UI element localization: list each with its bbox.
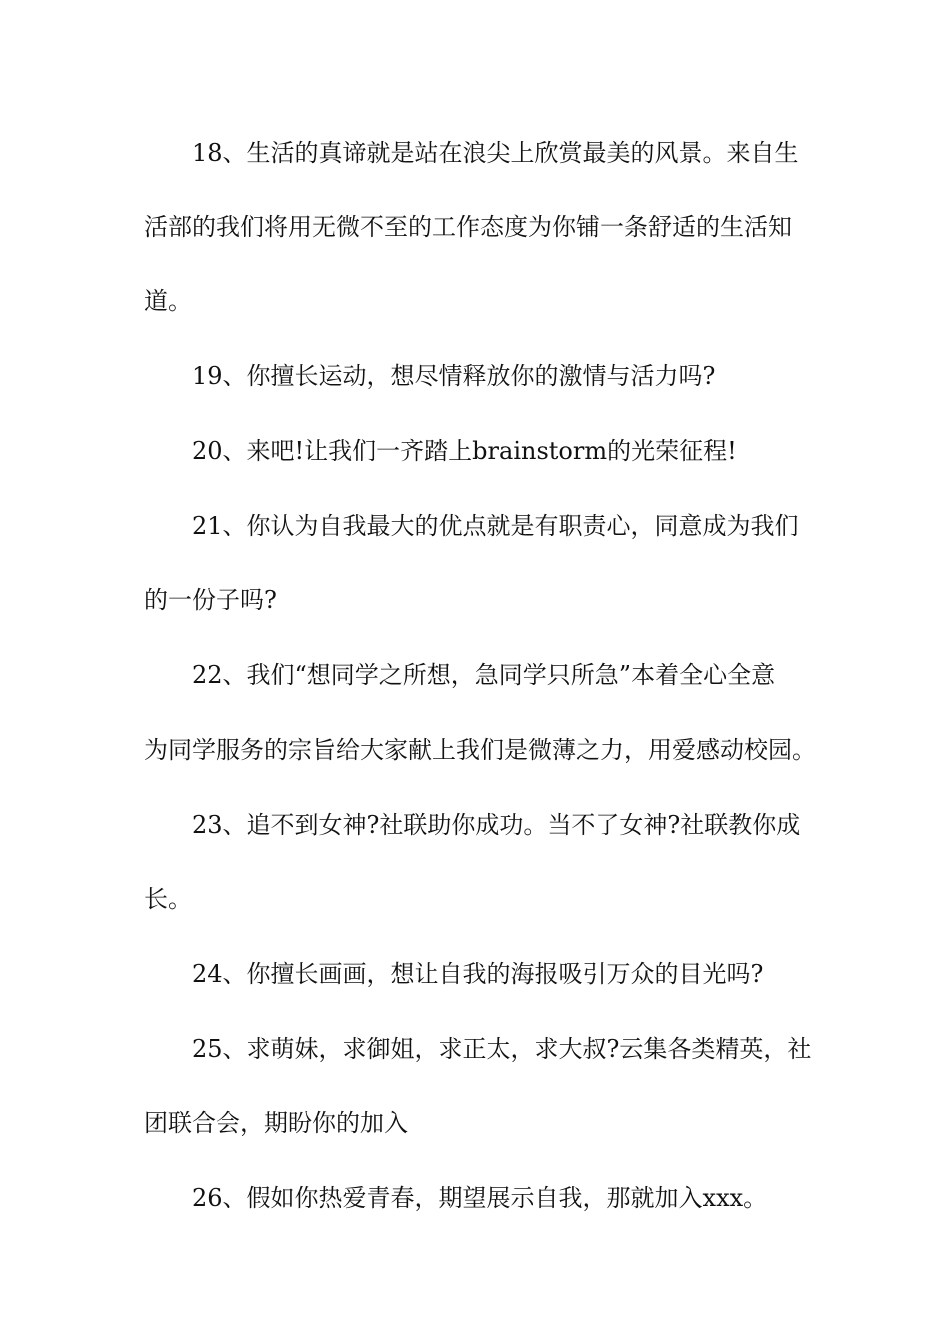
paragraph-21-line-2: 的一份子吗? bbox=[144, 586, 277, 614]
paragraph-18-line-1: 18、生活的真谛就是站在浪尖上欣赏最美的风景。来自生 bbox=[192, 139, 799, 167]
paragraph-24: 24、你擅长画画，想让自我的海报吸引万众的目光吗? bbox=[192, 960, 764, 988]
paragraph-25-line-1: 25、求萌妹，求御姐，求正太，求大叔?云集各类精英，社 bbox=[192, 1035, 812, 1063]
paragraph-21-line-1: 21、你认为自我最大的优点就是有职责心，同意成为我们 bbox=[192, 512, 799, 540]
paragraph-23-line-1: 23、追不到女神?社联助你成功。当不了女神?社联教你成 bbox=[192, 811, 801, 839]
paragraph-20: 20、来吧!让我们一齐踏上brainstorm的光荣征程! bbox=[192, 437, 737, 465]
paragraph-23-line-2: 长。 bbox=[144, 885, 192, 913]
paragraph-22-line-1: 22、我们“想同学之所想，急同学只所急”本着全心全意 bbox=[192, 661, 776, 689]
paragraph-18-line-3: 道。 bbox=[144, 287, 192, 315]
paragraph-25-line-2: 团联合会，期盼你的加入 bbox=[144, 1109, 408, 1137]
paragraph-18-line-2: 活部的我们将用无微不至的工作态度为你铺一条舒适的生活知 bbox=[144, 213, 792, 241]
paragraph-19: 19、你擅长运动，想尽情释放你的激情与活力吗? bbox=[192, 362, 716, 390]
paragraph-26: 26、假如你热爱青春，期望展示自我，那就加入xxx。 bbox=[192, 1184, 768, 1212]
paragraph-22-line-2: 为同学服务的宗旨给大家献上我们是微薄之力，用爱感动校园。 bbox=[144, 736, 816, 764]
